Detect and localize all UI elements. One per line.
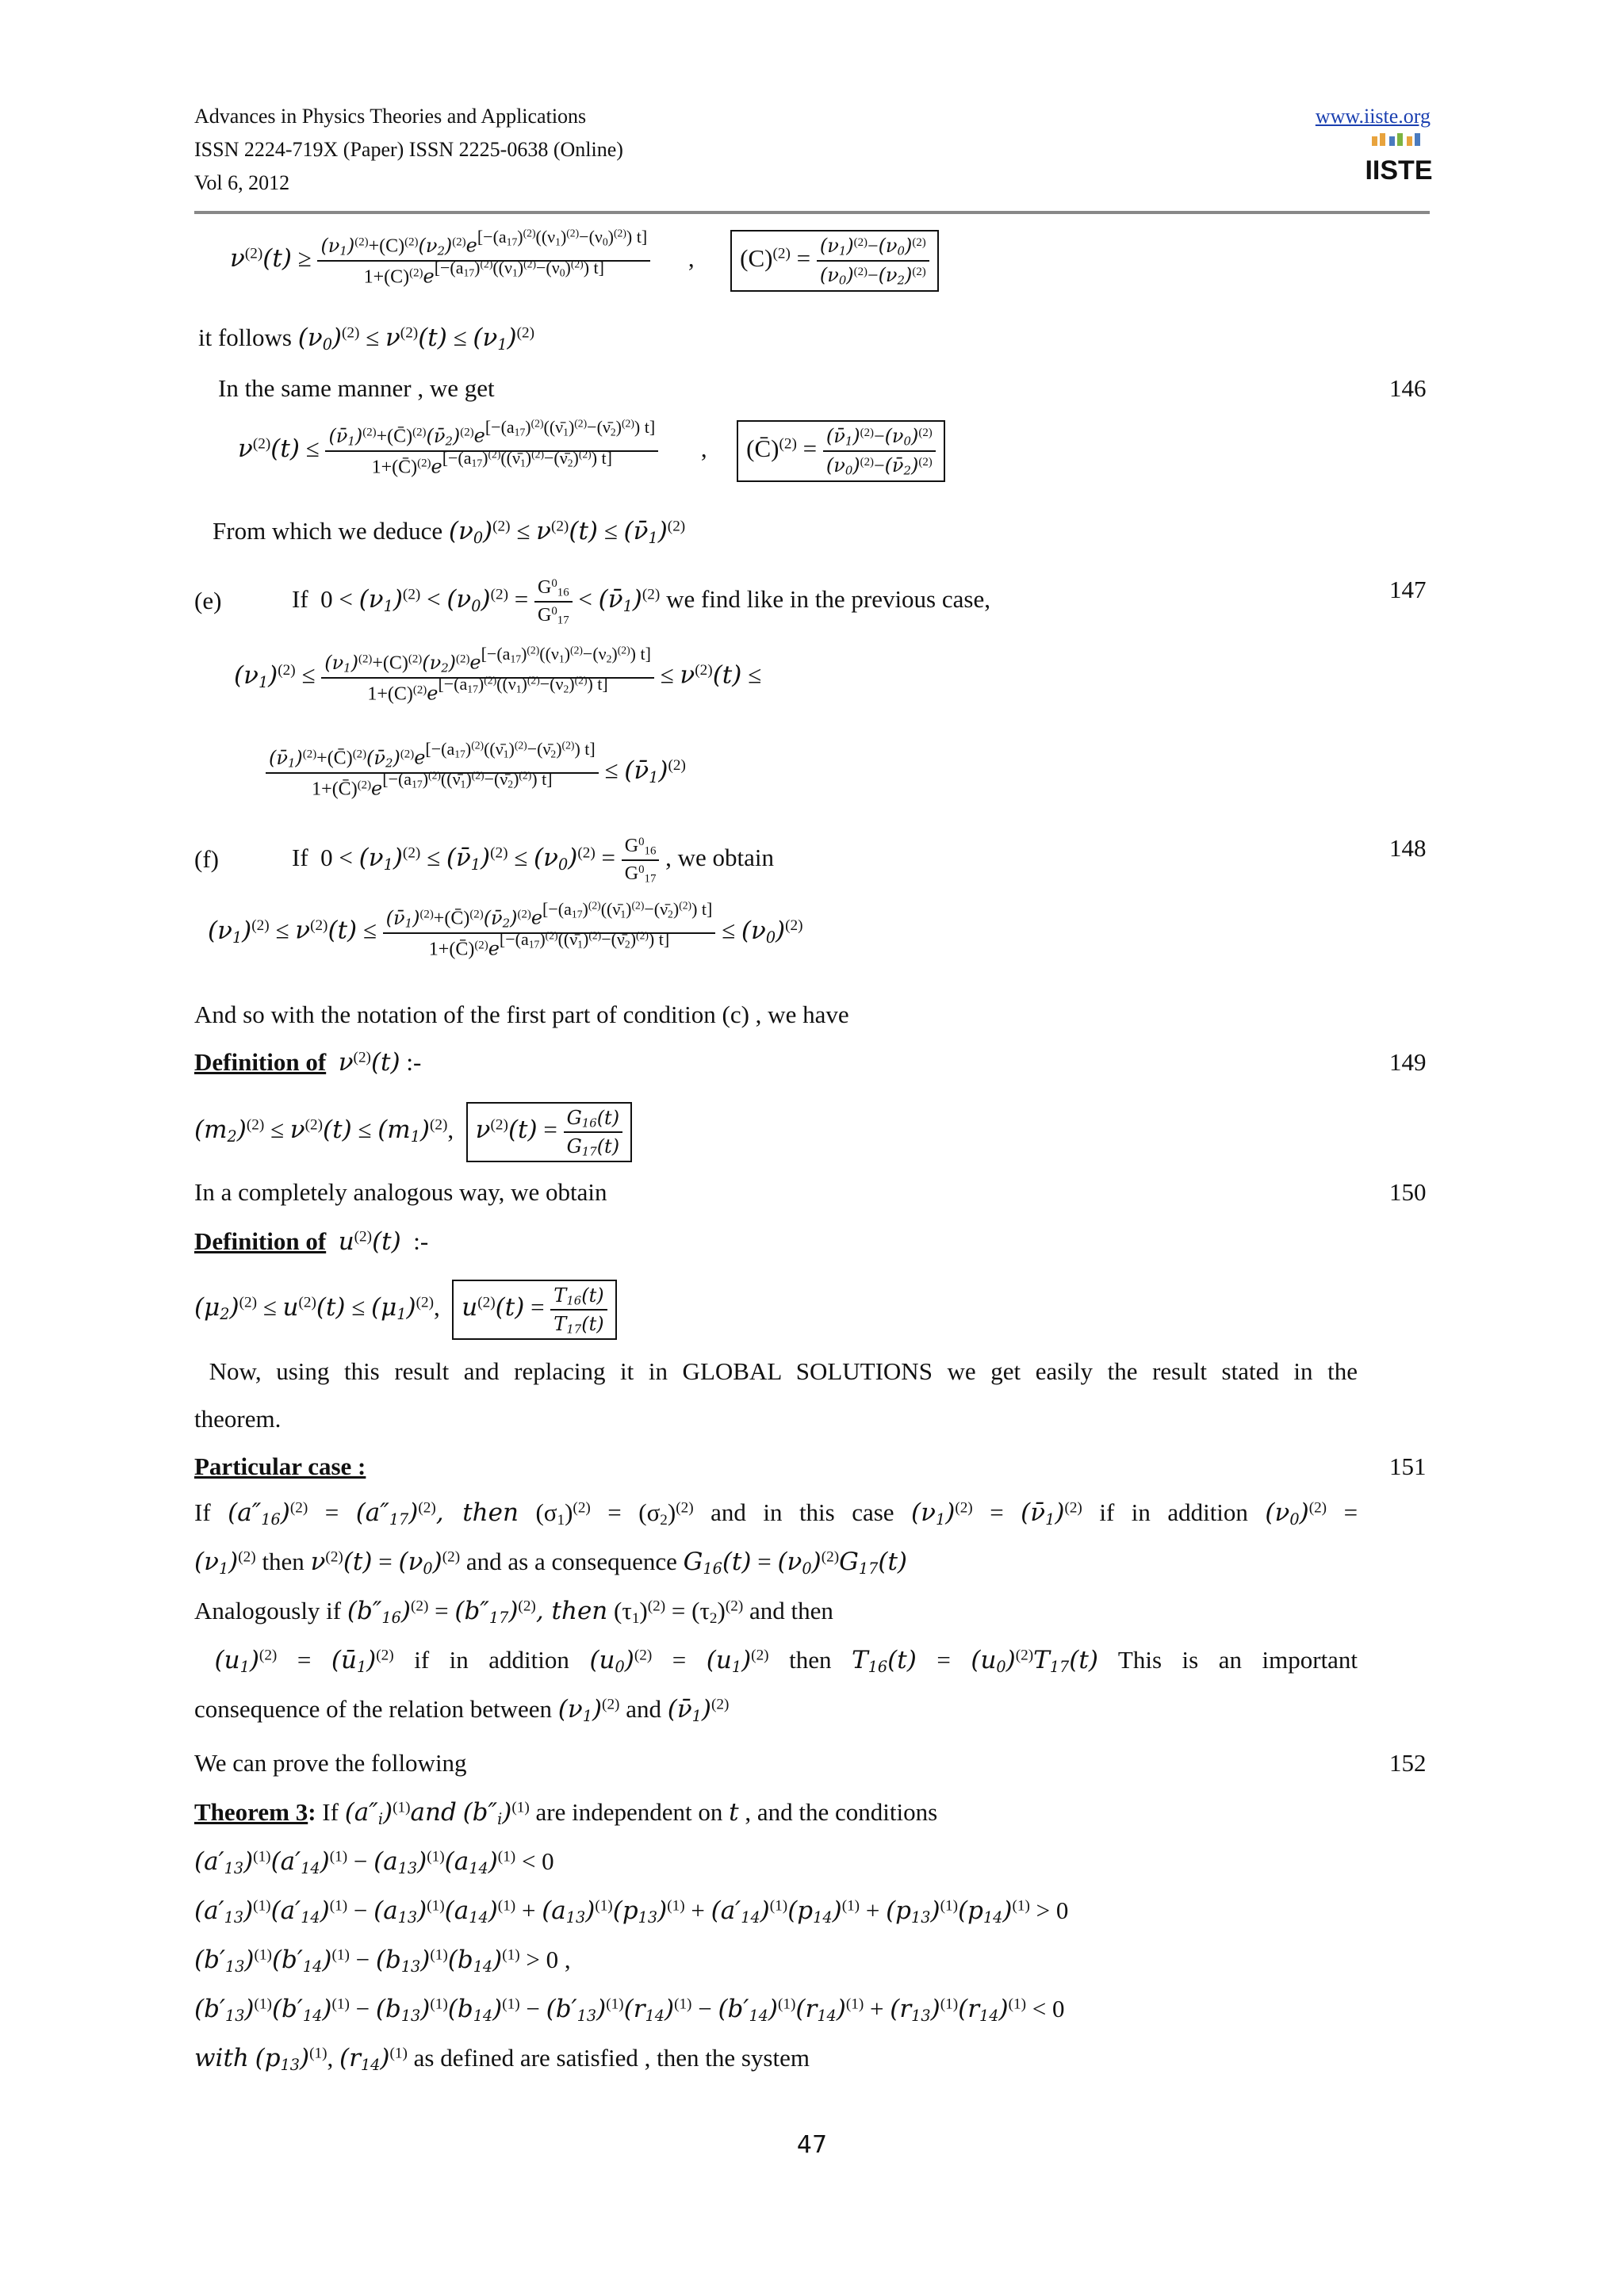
condition-1: $(a'_{13})^{(1)}(a'_{14})^{(1)} - (a_{13})^{(1)}(a_{14})^{(1)} < 0$ (194, 1847, 554, 1877)
case-f-condition: If $0 < (\nu_1)^{(2)}$ ≤ $(\nū_1)^{(2)} \le (\nu_0)^{(2)}$ = $\frac{G^0_{16}}{G^0_{17}}$ , we obtain (292, 835, 775, 886)
theorem-3-statement: Theorem 3: If $(a''_i)^{(1)}and$ $(b''_i)^{(1)}$ are independent on t , and the conditions (194, 1798, 938, 1828)
and-so-line: And so with the notation of the first part of condition (c) , we have (194, 1001, 849, 1028)
now-using-paragraph: Now, using this result and replacing it in GLOBAL SOLUTIONS we get easily the result stated in the (209, 1357, 1358, 1385)
particular-case-line1: If $(a''_{16})^{(2)} = (a''_{17})^{(2)}$, then $(\sigma_1)^{(2)} = (\sigma_2)^{(2)}$ and in this case $(\nu_1)^{(2)}$ = $(\nū_1)^{(2)}$ if in addition $(\nu_0)^{(2)}$ = (194, 1498, 1358, 1529)
particular-case-line2: $(\nu_1)^{(2)}$ then $\nu^{(2)}(t) = (\nu_0)^{(2)}$ and as a consequence $G_{16}(t) = (\nu_0)^{(2)}G_{17}(t)$ (194, 1548, 907, 1578)
case-e-condition: If $0 < (\nu_1)^{(2)} < (\nu_0)^{(2)}$ = $\frac{G^0_{16}}{G^0_{17}}$ < $(\nū_1)^{(2)}$ we find like in the previous case, (292, 576, 990, 627)
equation-case-f: $(\nu_1)^{(2)} \le \nu^{(2)}(t)$ ≤ $\frac{(\nū_1)^{(2)}+(C̄)^{(2)}(\nū_2)^{(2)}e^{[-(a_{17})^{(2)}((\nū_1)^{(2)}-(\nū_2)^{(2)}) t]}}{1+(C̄)^{(2)}e^{[-(a_{17})^{(2)}((\nū_1)^{(2)}-(\nū_2)^{(2)}) t]}}$ ≤ $(\nu_0)^{(2)}$ (208, 898, 803, 960)
equation-number-150: 150 (1389, 1178, 1427, 1206)
equation-number-148: 148 (1389, 834, 1427, 862)
equation-number-151: 151 (1389, 1452, 1427, 1480)
iiste-logo (1365, 132, 1433, 186)
equation-number-152: 152 (1389, 1749, 1427, 1777)
journal-title: Advances in Physics Theories and Applications (194, 105, 587, 128)
iiste-logo-text: IISTE (1365, 155, 1433, 186)
u-relation-line: $(u_1)^{(2)}$ = $(ū_1)^{(2)}$ if in addition $(u_0)^{(2)} = (u_1)^{(2)}$ then $T_{16}(t) = (u_0)^{(2)}T_{17}(t)$ This is an important (214, 1646, 1358, 1676)
header-rule (194, 211, 1430, 214)
iiste-logo-graphic (1365, 132, 1433, 186)
particular-case-heading: Particular case : (194, 1452, 366, 1480)
equation-number-147: 147 (1389, 576, 1427, 603)
equation-u-bounds: $(\mu_2)^{(2)} \le u^{(2)}(t) \le (\mu_1)^{(2)}$, $u^{(2)}(t)$ = $\frac{T_{16}(t)}{T_{17}(t)}$ (194, 1280, 617, 1340)
from-which-line: From which we deduce $(\nu_0)^{(2)} \le \nu^{(2)}(t)$ ≤ $(\nū_1)^{(2)}$ (213, 517, 686, 547)
condition-2: $(a'_{13})^{(1)}(a'_{14})^{(1)} - (a_{13})^{(1)}(a_{14})^{(1)} + (a_{13})^{(1)}(p_{13})^{(1)} + (a'_{14})^{(1)}(p_{14})^{(1)} + (p_{13})^{(1)}(p_{14})^{(1)} > 0$ (194, 1896, 1069, 1927)
same-manner-line: In the same manner , we get (218, 374, 495, 402)
we-can-prove-line: We can prove the following (194, 1749, 467, 1777)
issn-line: ISSN 2224-719X (Paper) ISSN 2225-0638 (Online) (194, 138, 623, 161)
condition-4: $(b'_{13})^{(1)}(b'_{14})^{(1)} - (b_{13})^{(1)}(b_{14})^{(1)} - (b'_{13})^{(1)}(r_{14})^{(1)} - (b'_{14})^{(1)}(r_{14})^{(1)} + (r_{13})^{(1)}(r_{14})^{(1)} < 0$ (194, 1995, 1065, 2025)
equation-case-e-line1: $(\nu_1)^{(2)}$ ≤ $\frac{(\nu_1)^{(2)}+(C)^{(2)}(\nu_2)^{(2)}e^{[-(a_{17})^{(2)}((\nu_1)^{(2)}-(\nu_2)^{(2)}) t]}}{1+(C)^{(2)}e^{[-(a_{17})^{(2)}((\nu_1)^{(2)}-(\nu_2)^{(2)}) t]}}$ ≤ $\nu^{(2)}(t)$ ≤ (234, 643, 762, 705)
consequence-line: consequence of the relation between $(\nu_1)^{(2)}$ and $(\nū_1)^{(2)}$ (194, 1695, 730, 1725)
definition-nu-heading: Definition of $\nu^{(2)}(t)$ :- (194, 1048, 422, 1077)
equation-number-146: 146 (1389, 374, 1427, 402)
equation-nu-bounds: $(m_2)^{(2)} \le \nu^{(2)}(t) \le (m_1)^{(2)}$, $\nu^{(2)}(t)$ = $\frac{G_{16}(t)}{G_{17}(t)}$ (194, 1102, 632, 1162)
equation-number-149: 149 (1389, 1048, 1427, 1076)
boxed-nu-definition: $\nu^{(2)}(t)$ = $\frac{G_{16}(t)}{G_{17}(t)}$ (466, 1102, 632, 1162)
volume-line: Vol 6, 2012 (194, 171, 290, 194)
website-link[interactable]: www.iiste.org (1315, 105, 1431, 128)
theorem-word: theorem. (194, 1405, 282, 1433)
page-number: 47 (796, 2131, 828, 2159)
it-follows-line: it follows $(\nu_0)^{(2)} \le \nu^{(2)}(t) \le (\nu_1)^{(2)}$ (198, 323, 535, 354)
analogously-line: Analogously if $(b''_{16})^{(2)} = (b''_{17})^{(2)}$, then $(\tau_1)^{(2)} = (\tau_2)^{(2)}$ and then (194, 1597, 833, 1627)
condition-3: $(b'_{13})^{(1)}(b'_{14})^{(1)} - (b_{13})^{(1)}(b_{14})^{(1)} > 0$ , (194, 1946, 571, 1976)
analogous-line: In a completely analogous way, we obtain (194, 1178, 607, 1206)
equation-nu-upper: $\nu^{(2)}(t)$ ≤ $\frac{(\nū_1)^{(2)}+(C̄)^{(2)}(\nū_2)^{(2)}e^{[-(a_{17})^{(2)}((\nū_1)^{(2)}-(\nū_2)^{(2)}) t]}}{1+(C̄)^{(2)}e^{[-(a_{17})^{(2)}((\nū_1)^{(2)}-(\nū_2)^{(2)}) t]}}$ , (C̄)$^{(2)}$ = $\frac{(\nū_1)^{(2)}-(\nu_0)^{(2)}}{(\nu_0)^{(2)}-(\nū_2)^{(2)}}$ (238, 420, 945, 482)
boxed-constant-c: $(C)^{(2)}$ = $\frac{(\nu_1)^{(2)}-(\nu_0)^{(2)}}{(\nu_0)^{(2)}-(\nu_2)^{(2)}}$ (730, 230, 939, 292)
case-f-label: (f) (194, 845, 219, 873)
definition-u-heading: Definition of $u^{(2)}(t)$ :- (194, 1227, 429, 1256)
equation-nu-lower: $\nu^{(2)}(t)$ ≥ $\frac{(\nu_1)^{(2)}+(C)^{(2)}(\nu_2)^{(2)}e^{[-(a_{17})^{(2)}((\nu_1)^{(2)}-(\nu_0)^{(2)}) t]}}{1+(C)^{(2)}e^{[-(a_{17})^{(2)}((\nu_1)^{(2)}-(\nu_0)^{(2)}) t]}}$ , $(C)^{(2)}$ = $\frac{(\nu_1)^{(2)}-(\nu_0)^{(2)}}{(\nu_0)^{(2)}-(\nu_2)^{(2)}}$ (230, 230, 939, 292)
boxed-constant-c-bar: (C̄)$^{(2)}$ = $\frac{(\nū_1)^{(2)}-(\nu_0)^{(2)}}{(\nu_0)^{(2)}-(\nū_2)^{(2)}}$ (737, 420, 945, 482)
equation-case-e-line2: $\frac{(\nū_1)^{(2)}+(C̄)^{(2)}(\nū_2)^{(2)}e^{[-(a_{17})^{(2)}((\nū_1)^{(2)}-(\nū_2)^{(2)}) t]}}{1+(C̄)^{(2)}e^{[-(a_{17})^{(2)}((\nū_1)^{(2)}-(\nū_2)^{(2)}) t]}}$ ≤ $(\nū_1)^{(2)}$ (266, 745, 686, 800)
boxed-u-definition: $u^{(2)}(t)$ = $\frac{T_{16}(t)}{T_{17}(t)}$ (452, 1280, 616, 1340)
case-e-label: (e) (194, 587, 222, 614)
with-line: with $(p_{13})^{(1)}$, $(r_{14})^{(1)}$ as defined are satisfied , then the system (194, 2044, 810, 2074)
